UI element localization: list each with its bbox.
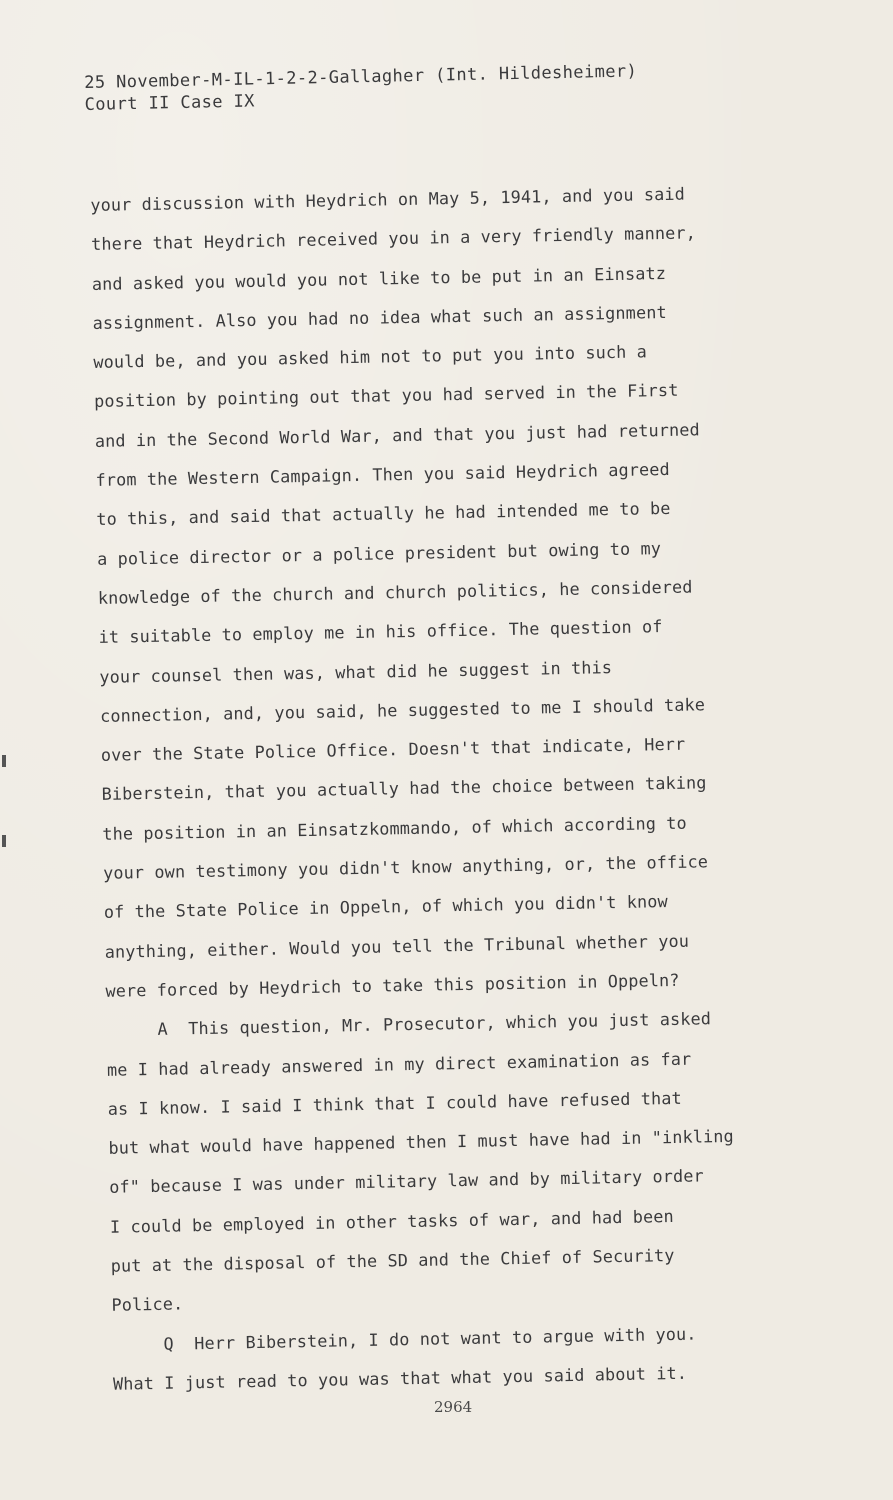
header-court-line: Court II Case IX — [84, 91, 256, 115]
text-line: as I know. I said I think that I could have refused that — [107, 1087, 682, 1119]
text-line: position by pointing out that you had served in the First — [93, 380, 679, 412]
margin-punch-mark — [2, 755, 6, 767]
text-line: there that Heydrich received you in a very friendly manner, — [90, 222, 697, 255]
text-line: your discussion with Heydrich on May 5, 1941, and you said — [90, 183, 686, 215]
text-line: to this, and said that actually he had intended me to be — [96, 498, 671, 530]
text-line: me I had already answered in my direct examination as far — [106, 1048, 692, 1080]
text-line: but what would have happened then I must have had in "inkling — [108, 1125, 735, 1158]
text-line: knowledge of the church and church politics, he considered — [97, 576, 693, 608]
margin-punch-mark — [2, 835, 6, 847]
text-line: your own testimony you didn't know anything, or, the office — [102, 851, 709, 883]
text-line: Police. — [111, 1293, 184, 1316]
text-line: connection, and, you said, he suggested to me I should take — [99, 694, 706, 726]
text-line: from the Western Campaign. Then you said Heydrich agreed — [95, 459, 670, 491]
text-line: were forced by Heydrich to take this position in Oppeln? — [105, 969, 680, 1001]
text-line: What I just read to you was that what you said about it. — [112, 1362, 688, 1394]
text-line: Biberstein, that you actually had the choice between taking — [101, 772, 707, 805]
text-line: and in the Second World War, and that you just had returned — [94, 419, 700, 451]
text-line: put at the disposal of the SD and the Chief of Security — [110, 1244, 675, 1276]
text-line: the position in an Einsatzkommando, of which according to — [102, 812, 687, 844]
text-line: and asked you would you not like to be put in an Einsatz — [91, 262, 667, 294]
text-line: over the State Police Office. Doesn't that indicate, Herr — [100, 733, 686, 766]
question-line: Q Herr Biberstein, I do not want to argue with you. — [112, 1323, 697, 1355]
text-line: I could be employed in other tasks of war, and had been — [109, 1205, 675, 1237]
text-line: would be, and you asked him not to put you into such a — [93, 341, 648, 373]
text-line: of" because I was under military law and by military order — [109, 1165, 704, 1198]
answer-line: A This question, Mr. Prosecutor, which you just asked — [106, 1008, 712, 1041]
text-line: a police director or a police president but owing to my — [96, 537, 662, 569]
text-line: your counsel then was, what did he suggest in this — [99, 656, 613, 687]
transcript-header — [84, 60, 638, 116]
page-number: 2964 — [434, 1398, 473, 1416]
transcript-body — [90, 172, 833, 1404]
text-line: it suitable to employ me in his office. The question of — [98, 616, 663, 648]
header-session-line: 25 November-M-IL-1-2-2-Gallagher (Int. Hildesheimer) — [84, 61, 638, 93]
text-line: anything, either. Would you tell the Tribunal whether you — [104, 930, 690, 962]
text-line: of the State Police in Oppeln, of which you didn't know — [103, 891, 668, 923]
text-line: assignment. Also you had no idea what such an assignment — [92, 301, 667, 333]
